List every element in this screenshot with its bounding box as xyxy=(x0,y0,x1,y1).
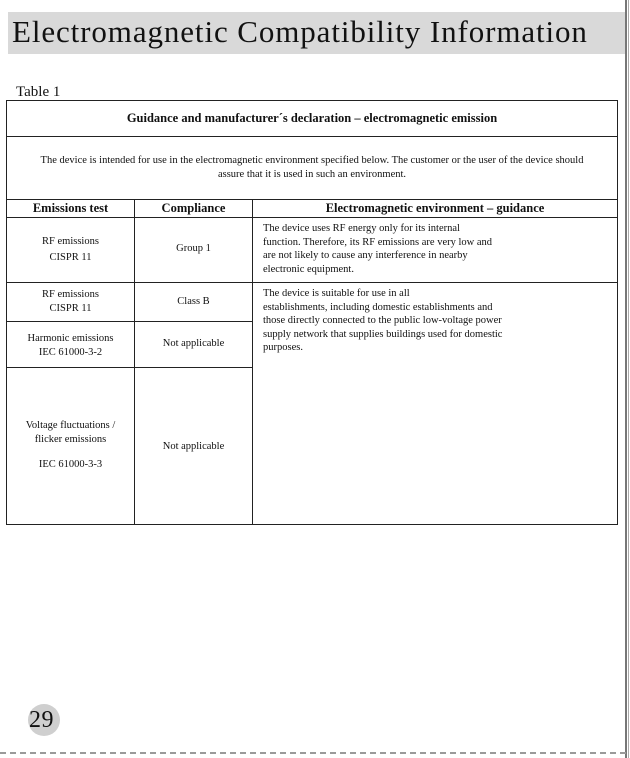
row2-guidance-line: The device is suitable for use in all xyxy=(263,288,410,299)
row1-guidance-line: are not likely to cause any interference in nearby xyxy=(263,250,468,261)
table-caption: Guidance and manufacturer´s declaration – electromagnetic emission xyxy=(126,111,498,125)
table-divider xyxy=(7,321,253,322)
row3-test-line: Harmonic emissions xyxy=(27,333,114,344)
row2-guidance xyxy=(263,287,613,355)
row4-test-line: IEC 61000-3-3 xyxy=(38,459,103,470)
row3-test-line: IEC 61000-3-2 xyxy=(38,346,103,358)
row1-guidance-line: function. Therefore, its RF emissions are very low and xyxy=(263,236,493,248)
table-divider xyxy=(7,367,253,368)
row2-guidance-line: establishments, including domestic establishments and xyxy=(263,301,493,313)
row4-test xyxy=(7,419,134,472)
table-divider xyxy=(7,217,617,218)
page-title: Electromagnetic Compatibility Information xyxy=(12,14,588,49)
header-compliance: Compliance xyxy=(161,201,226,215)
row2-compliance: Class B xyxy=(177,296,210,307)
header-guidance: Electromagnetic environment – guidance xyxy=(325,201,545,215)
row2-guidance-line: supply network that supplies buildings used for domestic xyxy=(263,328,503,340)
row4-compliance: Not applicable xyxy=(162,441,225,452)
table-intro-line: assure that it is used in such an environment. xyxy=(217,169,407,180)
table-divider xyxy=(7,199,617,200)
row2-test-line: CISPR 11 xyxy=(49,302,92,314)
row1-guidance-line: electronic equipment. xyxy=(263,263,354,275)
header-emissions-test: Emissions test xyxy=(32,201,109,215)
bottom-rule xyxy=(0,752,626,754)
right-edge-rule-inner xyxy=(628,0,629,758)
row2-guidance-line: purposes. xyxy=(263,342,303,353)
table-divider xyxy=(7,136,617,137)
table-intro-line: The device is intended for use in the electromagnetic environment specified below. The customer or the user of the device should xyxy=(40,155,584,166)
table-divider xyxy=(7,282,617,283)
table-label: Table 1 xyxy=(16,84,61,100)
row2-guidance-line: those directly connected to the public low-voltage power xyxy=(263,315,502,326)
row1-test xyxy=(7,235,134,264)
right-edge-rule xyxy=(625,0,627,758)
row3-compliance: Not applicable xyxy=(162,338,225,349)
row4-test-line: flicker emissions xyxy=(34,433,107,445)
row2-test-line: RF emissions xyxy=(42,289,99,300)
row1-test-line: RF emissions xyxy=(42,236,99,247)
row4-test-line: Voltage fluctuations / xyxy=(25,420,116,431)
row1-compliance: Group 1 xyxy=(176,243,211,254)
row2-test xyxy=(7,288,134,315)
row1-guidance-line: The device uses RF energy only for its internal xyxy=(263,223,460,234)
row1-guidance xyxy=(263,222,613,276)
row3-test xyxy=(7,332,134,359)
page-number: 29 xyxy=(29,707,54,733)
column-divider xyxy=(252,199,253,525)
row1-test-line: CISPR 11 xyxy=(49,251,92,263)
emission-table xyxy=(6,100,618,525)
